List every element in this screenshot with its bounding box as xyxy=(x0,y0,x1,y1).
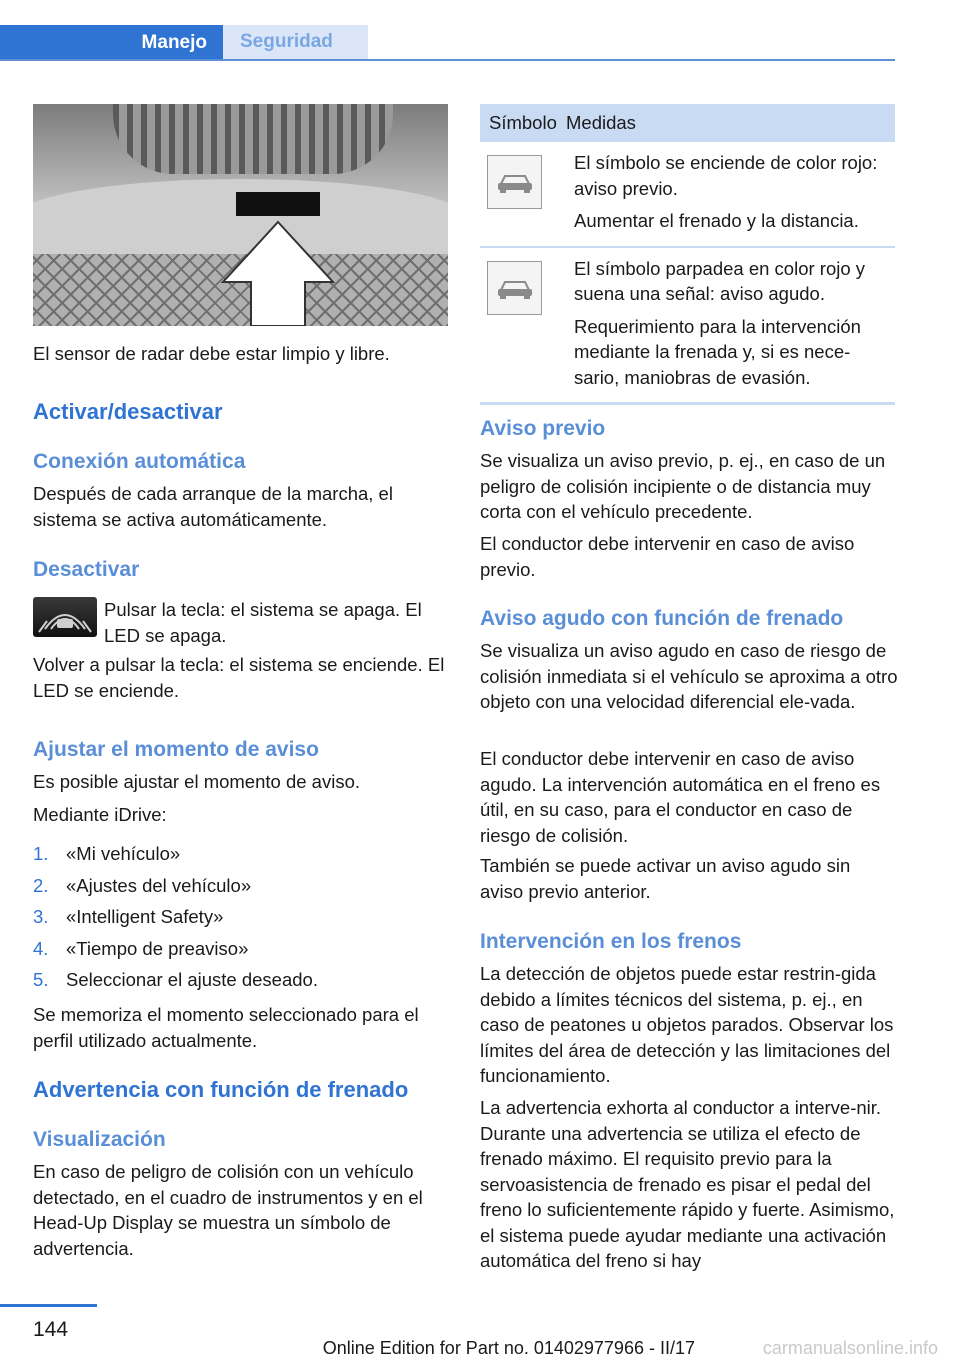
col-symbol: Símbolo xyxy=(489,112,557,133)
row2-text-a: El símbolo parpadea en color rojo y suena una señal: aviso agudo. xyxy=(574,257,866,304)
col-measures: Medidas xyxy=(566,112,636,133)
brake-text-2: La advertencia exhorta al conductor a interve-nir. Durante una advertencia se utiliza el efecto de frenado máximo. El requisito previo para la servoasistencia de frenado es pisar el pedal del freno lo suficientemente rápido y fuerte. Asimismo, el sistema puede ayudar mediante una activación automática del freno si hay xyxy=(480,1097,895,1271)
reactivate-text: Volver a pulsar la tecla: el sistema se enciende. El LED se enciende. xyxy=(33,654,445,701)
arrow-up-icon xyxy=(33,104,448,326)
heading-activate: Activar/desactivar xyxy=(33,399,223,424)
collision-warning-button-icon xyxy=(33,597,97,637)
table-row xyxy=(480,248,895,406)
header-tabs xyxy=(0,25,895,61)
heading-adjust: Ajustar el momento de aviso xyxy=(33,738,319,761)
step-number: 3. xyxy=(33,906,49,927)
car-warning-icon xyxy=(487,155,542,209)
tab-seguridad[interactable]: Seguridad xyxy=(223,25,368,59)
heading-acute-warning: Aviso agudo con función de frenado xyxy=(480,607,844,630)
list-item xyxy=(33,936,448,962)
step-number: 1. xyxy=(33,843,49,864)
step-text: «Mi vehículo» xyxy=(66,843,181,864)
step-text: «Intelligent Safety» xyxy=(66,906,224,927)
deactivate-text: Pulsar la tecla: el sistema se apaga. El LED se apaga. xyxy=(104,599,422,646)
heading-deactivate: Desactivar xyxy=(33,558,140,581)
acute-warning-text-3: También se puede activar un aviso agudo sin aviso previo anterior. xyxy=(480,855,851,902)
row2-text-b: Requerimiento para la intervención mediante la frenada y, si es nece-sario, maniobras de evasión. xyxy=(574,315,861,388)
step-text: Seleccionar el ajuste deseado. xyxy=(66,969,318,990)
row1-text-b: Aumentar el frenado y la distancia. xyxy=(574,210,859,231)
tab-manejo[interactable]: Manejo xyxy=(0,25,223,61)
heading-warning: Advertencia con función de frenado xyxy=(33,1077,409,1102)
table-header xyxy=(480,104,895,142)
adjust-text-3: Se memoriza el momento seleccionado para el perfil utilizado actualmente. xyxy=(33,1004,419,1051)
heading-pre-warning: Aviso previo xyxy=(480,417,606,440)
car-warning-icon xyxy=(487,261,542,315)
list-item xyxy=(33,967,448,993)
list-item xyxy=(33,873,448,899)
edition-text: Online Edition for Part no. 01402977966 - II/17 xyxy=(322,1338,695,1358)
step-number: 5. xyxy=(33,969,49,990)
idrive-steps xyxy=(33,841,448,999)
heading-display: Visualización xyxy=(33,1128,166,1151)
acute-warning-text-1: Se visualiza un aviso agudo en caso de riesgo de colisión inmediata si el vehículo se aproxima a otro objeto con una velocidad diferencial ele-vada. xyxy=(480,640,898,712)
radar-sensor-photo xyxy=(33,104,448,326)
step-text: «Ajustes del vehículo» xyxy=(66,874,252,896)
step-number: 4. xyxy=(33,937,49,959)
symbol-measures-table xyxy=(480,104,895,405)
header-rule xyxy=(0,59,895,61)
page-number: 144 xyxy=(33,1318,69,1341)
auto-text: Después de cada arranque de la marcha, el sistema se activa automáticamente. xyxy=(33,483,393,530)
acute-warning-text-2: El conductor debe intervenir en caso de aviso agudo. La intervención automática en el freno es útil, en su caso, para el conductor en caso de riesgo de colisión. xyxy=(480,748,881,846)
list-item xyxy=(33,904,448,930)
list-item xyxy=(33,841,448,867)
photo-caption: El sensor de radar debe estar limpio y libre. xyxy=(33,343,390,364)
row1-text-a: El símbolo se enciende de color rojo: aviso previo. xyxy=(574,152,878,199)
pre-warning-text-1: Se visualiza un aviso previo, p. ej., en caso de un peligro de colisión incipiente o de distancia muy corta con el vehículo precedente. xyxy=(480,450,886,522)
table-row xyxy=(480,142,895,248)
watermark: carmanualsonline.info xyxy=(762,1338,938,1358)
heading-auto: Conexión automática xyxy=(33,450,246,473)
adjust-text-1: Es posible ajustar el momento de aviso. xyxy=(33,771,361,792)
heading-brake-intervention: Intervención en los frenos xyxy=(480,930,742,953)
step-text: «Tiempo de preaviso» xyxy=(66,937,249,959)
adjust-text-2: Mediante iDrive: xyxy=(33,804,167,825)
step-number: 2. xyxy=(33,874,49,896)
footer-rule xyxy=(0,1304,97,1307)
pre-warning-text-2: El conductor debe intervenir en caso de aviso previo. xyxy=(480,533,855,580)
brake-text-1: La detección de objetos puede estar restrin-gida debido a límites técnicos del sistema, p. ej., en caso de peatones u objetos parados. Observar los límites del área de detección y las limitaciones del funcionamiento. xyxy=(480,963,894,1086)
display-text: En caso de peligro de colisión con un vehículo detectado, en el cuadro de instrumentos y en el Head-Up Display se muestra un símbolo de advertencia. xyxy=(33,1161,423,1259)
